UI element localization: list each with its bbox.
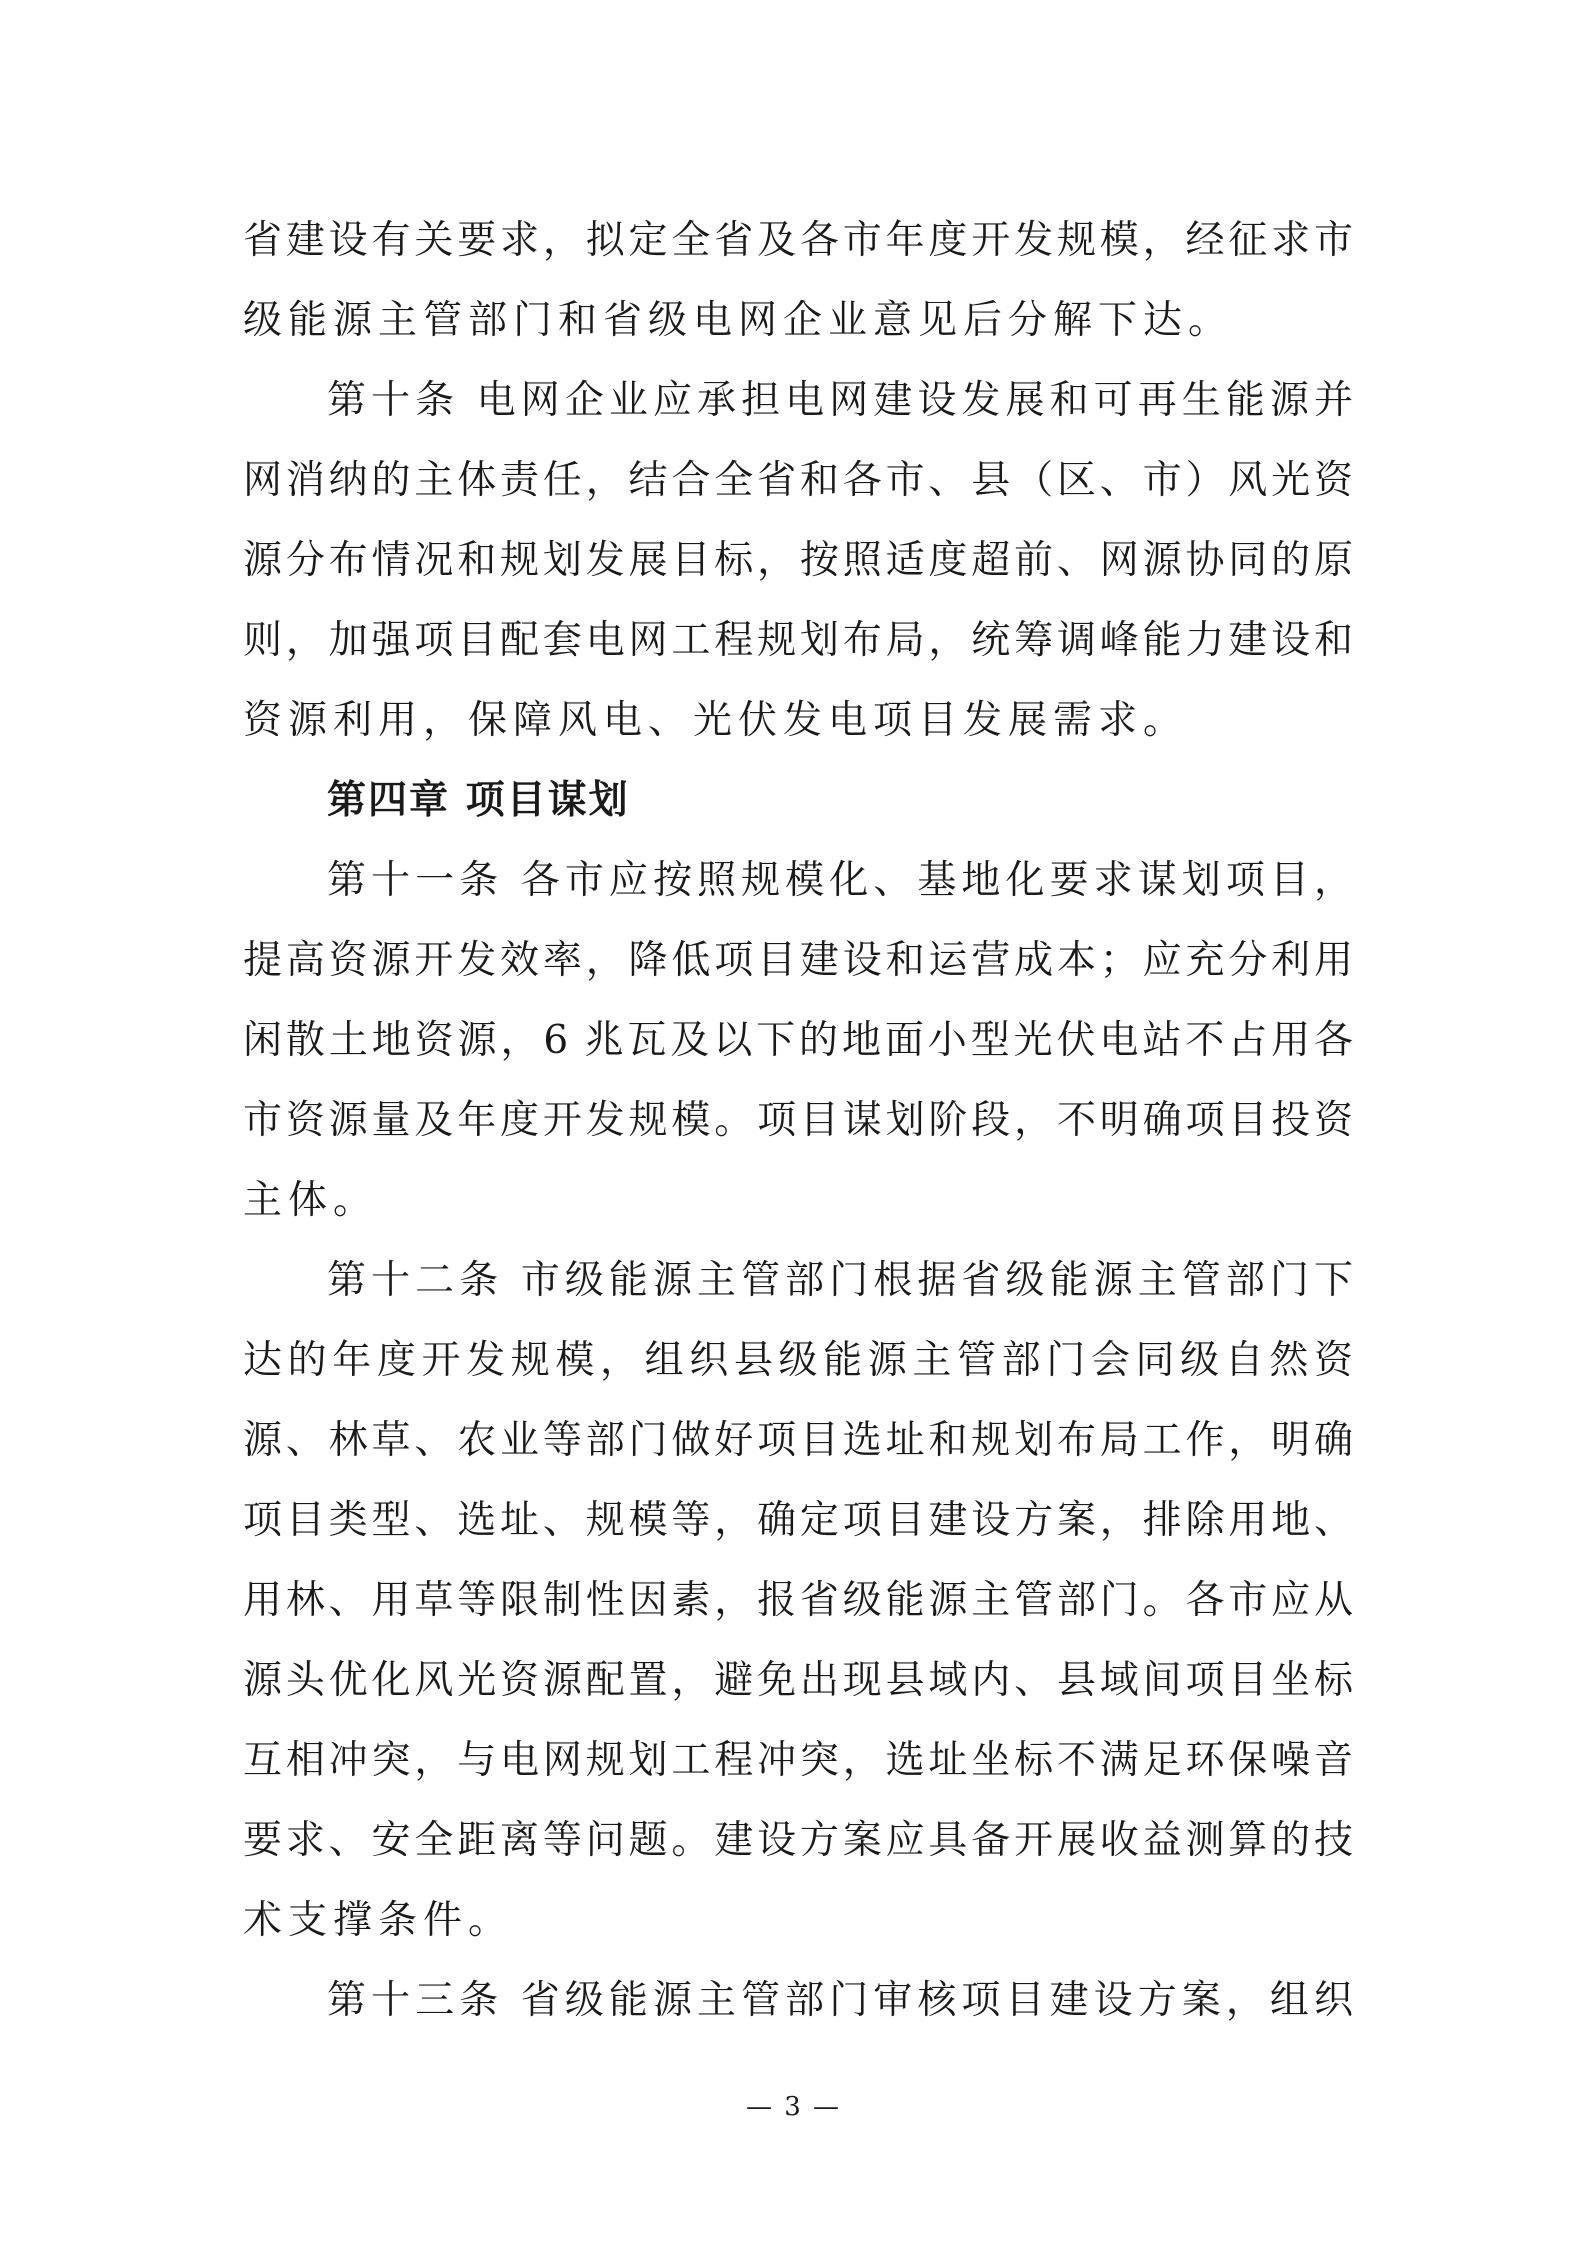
- text-line: 用林、用草等限制性因素，报省级能源主管部门。各市应从: [243, 1578, 1353, 1623]
- text-line: 达的年度开发规模，组织县级能源主管部门会同级自然资: [243, 1338, 1353, 1383]
- article-12-start: 第十二条 市级能源主管部门根据省级能源主管部门下: [327, 1258, 1353, 1303]
- text-line: 提高资源开发效率，降低项目建设和运营成本；应充分利用: [243, 938, 1353, 983]
- text-line: 级能源主管部门和省级电网企业意见后分解下达。: [243, 298, 1234, 343]
- text-line: 主体。: [243, 1178, 379, 1223]
- text-line: 资源利用，保障风电、光伏发电项目发展需求。: [243, 698, 1189, 743]
- text-line: 源头优化风光资源配置，避免出现县域内、县域间项目坐标: [243, 1658, 1353, 1703]
- text-line: 网消纳的主体责任，结合全省和各市、县（区、市）风光资: [243, 458, 1353, 503]
- page-number: — 3 —: [745, 2092, 842, 2122]
- article-11-start: 第十一条 各市应按照规模化、基地化要求谋划项目，: [327, 858, 1353, 903]
- text-line: 术支撑条件。: [243, 1898, 514, 1943]
- text-line: 闲散土地资源，6 兆瓦及以下的地面小型光伏电站不占用各: [243, 1018, 1353, 1063]
- text-line: 项目类型、选址、规模等，确定项目建设方案，排除用地、: [243, 1498, 1353, 1543]
- chapter-heading: 第四章 项目谋划: [327, 778, 630, 823]
- text-line: 源、林草、农业等部门做好项目选址和规划布局工作，明确: [243, 1418, 1353, 1463]
- text-line: 省建设有关要求，拟定全省及各市年度开发规模，经征求市: [243, 218, 1353, 263]
- text-line: 则，加强项目配套电网工程规划布局，统筹调峰能力建设和: [243, 618, 1353, 663]
- article-10-start: 第十条 电网企业应承担电网建设发展和可再生能源并: [327, 378, 1353, 423]
- article-13-start: 第十三条 省级能源主管部门审核项目建设方案，组织: [327, 1978, 1353, 2023]
- text-line: 市资源量及年度开发规模。项目谋划阶段，不明确项目投资: [243, 1098, 1353, 1143]
- text-line: 源分布情况和规划发展目标，按照适度超前、网源协同的原: [243, 538, 1353, 583]
- text-line: 互相冲突，与电网规划工程冲突，选址坐标不满足环保噪音: [243, 1738, 1353, 1783]
- text-line: 要求、安全距离等问题。建设方案应具备开展收益测算的技: [243, 1818, 1353, 1863]
